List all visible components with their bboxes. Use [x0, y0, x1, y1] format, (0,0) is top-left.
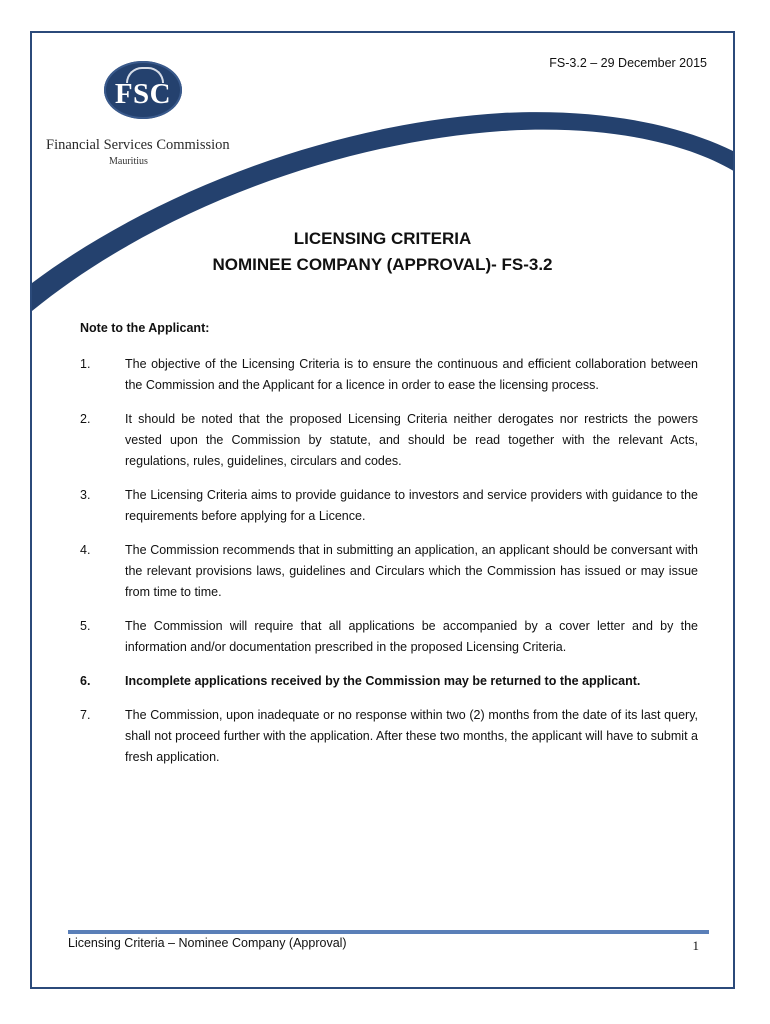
footer-title: Licensing Criteria – Nominee Company (Approval): [68, 936, 347, 950]
document-reference: FS-3.2 – 29 December 2015: [549, 56, 707, 70]
item-text: It should be noted that the proposed Licensing Criteria neither derogates nor restricts the powers vested upon the Commission by statute, and should be read together with the relevant Acts, regulations, rules, guidelines, circulars and codes.: [125, 412, 698, 468]
organization-subtitle: Mauritius: [109, 156, 148, 167]
page-number: 1: [692, 938, 699, 953]
item-number: 1.: [80, 357, 91, 371]
item-text: The objective of the Licensing Criteria is to ensure the continuous and efficient collaboration between the Commission and the Applicant for a licence in order to ease the licensing process.: [125, 357, 698, 392]
item-text: The Commission will require that all applications be accompanied by a cover letter and by the information and/or documentation prescribed in the proposed Licensing Criteria.: [125, 619, 698, 654]
organization-name: Financial Services Commission: [46, 137, 230, 153]
item-text: The Commission, upon inadequate or no response within two (2) months from the date of its last query, shall not proceed further with the application. After these two months, the applicant will have to submit a fresh application.: [125, 708, 698, 764]
list-item: [80, 540, 698, 603]
item-number: 5.: [80, 619, 91, 633]
logo-text: FSC: [114, 78, 172, 110]
fsc-logo: [46, 59, 246, 199]
item-text: Incomplete applications received by the Commission may be returned to the applicant.: [125, 674, 641, 688]
document-page: [30, 31, 735, 989]
title-line-1: LICENSING CRITERIA: [293, 229, 472, 248]
item-text: The Commission recommends that in submitting an application, an applicant should be conversant with the relevant provisions laws, guidelines and Circulars which the Commission has issued or may issue from time to time.: [125, 543, 698, 599]
document-title: [32, 226, 733, 278]
title-line-2: NOMINEE COMPANY (APPROVAL)- FS-3.2: [212, 255, 553, 274]
list-item: [80, 671, 698, 692]
criteria-list: [80, 354, 698, 781]
note-heading: Note to the Applicant:: [80, 321, 210, 335]
item-text: The Licensing Criteria aims to provide guidance to investors and service providers with guidance to the requirements before applying for a Licence.: [125, 488, 698, 523]
item-number: 6.: [80, 674, 91, 688]
logo-emblem: [104, 61, 182, 119]
list-item: [80, 409, 698, 472]
item-number: 2.: [80, 412, 91, 426]
list-item: [80, 354, 698, 396]
footer-rule: [68, 930, 709, 934]
item-number: 7.: [80, 708, 91, 722]
list-item: [80, 485, 698, 527]
item-number: 3.: [80, 488, 91, 502]
list-item: [80, 616, 698, 658]
item-number: 4.: [80, 543, 91, 557]
list-item: [80, 705, 698, 768]
